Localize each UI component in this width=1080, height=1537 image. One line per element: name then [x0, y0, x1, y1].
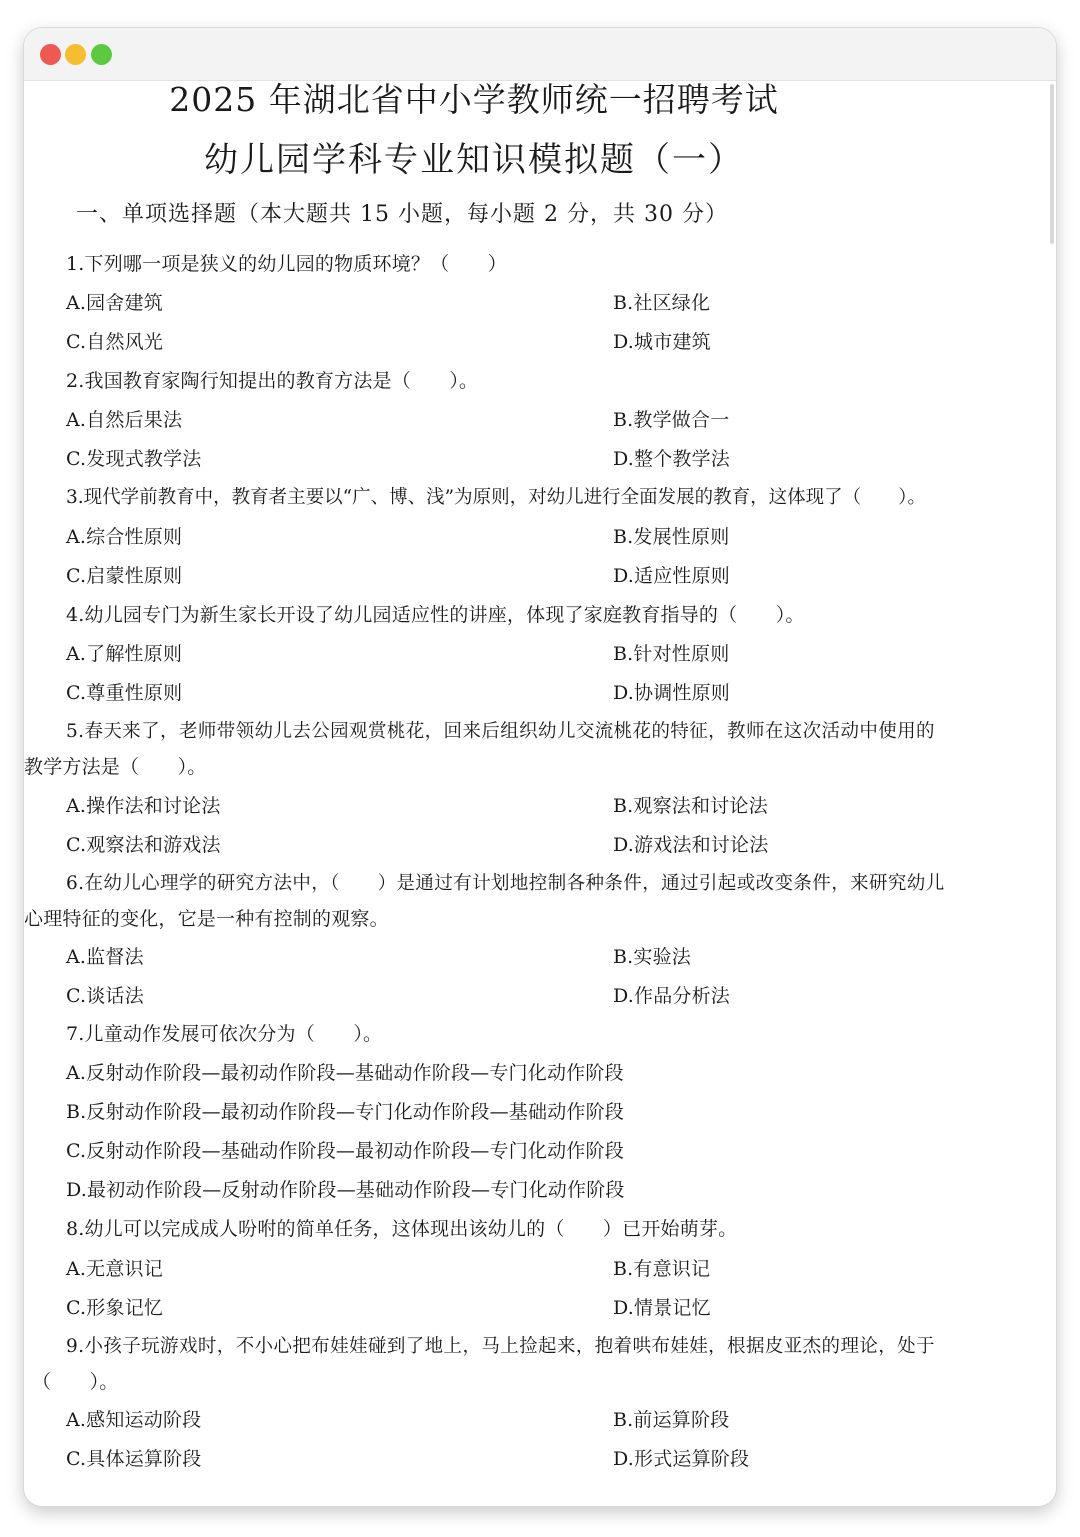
- option-d: D.城市建筑: [613, 331, 711, 353]
- question-stem: 5.春天来了，老师带领幼儿去公园观赏桃花，回来后组织幼儿交流桃花的特征，教师在这次活动中使用的: [66, 721, 935, 742]
- exam-subtitle: 幼儿园学科专业知识模拟题（一）: [204, 140, 744, 180]
- option-c: C.观察法和游戏法: [66, 834, 221, 856]
- option-c: C.自然风光: [66, 331, 164, 353]
- question-stem-continued: 心理特征的变化，它是一种有控制的观察。: [24, 908, 389, 930]
- option-d: D.情景记忆: [613, 1297, 711, 1319]
- question-stem-continued: 教学方法是（ ）。: [24, 756, 207, 778]
- question-stem: 3.现代学前教育中，教育者主要以“广、博、浅”为原则，对幼儿进行全面发展的教育，这体现了（ ）。: [66, 487, 926, 508]
- option-b: B.实验法: [613, 946, 692, 968]
- option-b: B.发展性原则: [613, 526, 730, 548]
- option-a: A.综合性原则: [66, 526, 183, 548]
- option-b: B.有意识记: [613, 1258, 711, 1280]
- option-a: A.操作法和讨论法: [66, 795, 221, 817]
- option-c: C.反射动作阶段—基础动作阶段—最初动作阶段—专门化动作阶段: [66, 1140, 624, 1162]
- document-window: [24, 28, 1056, 1506]
- option-a: A.无意识记: [66, 1258, 163, 1280]
- question-stem: 8.幼儿可以完成成人吩咐的简单任务，这体现出该幼儿的（ ）已开始萌芽。: [66, 1218, 738, 1240]
- option-d: D.最初动作阶段—反射动作阶段—基础动作阶段—专门化动作阶段: [66, 1179, 625, 1201]
- option-a: A.自然后果法: [66, 409, 183, 431]
- option-d: D.整个教学法: [613, 448, 730, 470]
- option-d: D.游戏法和讨论法: [613, 834, 769, 856]
- option-d: D.协调性原则: [613, 682, 730, 704]
- option-d: D.适应性原则: [613, 565, 730, 587]
- option-b: B.反射动作阶段—最初动作阶段—专门化动作阶段—基础动作阶段: [66, 1101, 625, 1123]
- exam-title: 2025 年湖北省中小学教师统一招聘考试: [169, 80, 779, 119]
- option-b: B.社区绿化: [613, 292, 711, 314]
- option-b: B.教学做合一: [613, 409, 730, 431]
- question-stem: 2.我国教育家陶行知提出的教育方法是（ ）。: [66, 370, 479, 392]
- option-c: C.形象记忆: [66, 1297, 164, 1319]
- option-c: C.发现式教学法: [66, 448, 202, 470]
- option-c: C.尊重性原则: [66, 682, 183, 704]
- option-a: A.园舍建筑: [66, 292, 163, 314]
- option-a: A.监督法: [66, 946, 144, 968]
- option-d: D.作品分析法: [613, 985, 730, 1007]
- option-a: A.感知运动阶段: [66, 1409, 202, 1431]
- option-b: B.前运算阶段: [613, 1409, 730, 1431]
- document-page: [24, 28, 1056, 1506]
- option-c: C.具体运算阶段: [66, 1448, 202, 1470]
- option-b: B.观察法和讨论法: [613, 795, 768, 817]
- section-heading: 一、单项选择题（本大题共 15 小题，每小题 2 分，共 30 分）: [76, 202, 728, 227]
- option-a: A.反射动作阶段—最初动作阶段—基础动作阶段—专门化动作阶段: [66, 1062, 624, 1084]
- question-stem: 4.幼儿园专门为新生家长开设了幼儿园适应性的讲座，体现了家庭教育指导的（ ）。: [66, 604, 805, 626]
- option-b: B.针对性原则: [613, 643, 730, 665]
- question-stem: 1.下列哪一项是狭义的幼儿园的物质环境？（ ）: [66, 253, 507, 275]
- option-d: D.形式运算阶段: [613, 1448, 750, 1470]
- option-c: C.启蒙性原则: [66, 565, 183, 587]
- question-stem: 6.在幼儿心理学的研究方法中，（ ）是通过有计划地控制各种条件，通过引起或改变条件，来研究幼儿: [66, 873, 945, 894]
- option-c: C.谈话法: [66, 985, 144, 1007]
- option-a: A.了解性原则: [66, 643, 183, 665]
- question-stem: 7.儿童动作发展可依次分为（ ）。: [66, 1023, 383, 1045]
- question-stem-continued: （ ）。: [32, 1371, 119, 1393]
- question-stem: 9.小孩子玩游戏时，不小心把布娃娃碰到了地上，马上捡起来，抱着哄布娃娃，根据皮亚杰的理论，处于: [66, 1336, 935, 1357]
